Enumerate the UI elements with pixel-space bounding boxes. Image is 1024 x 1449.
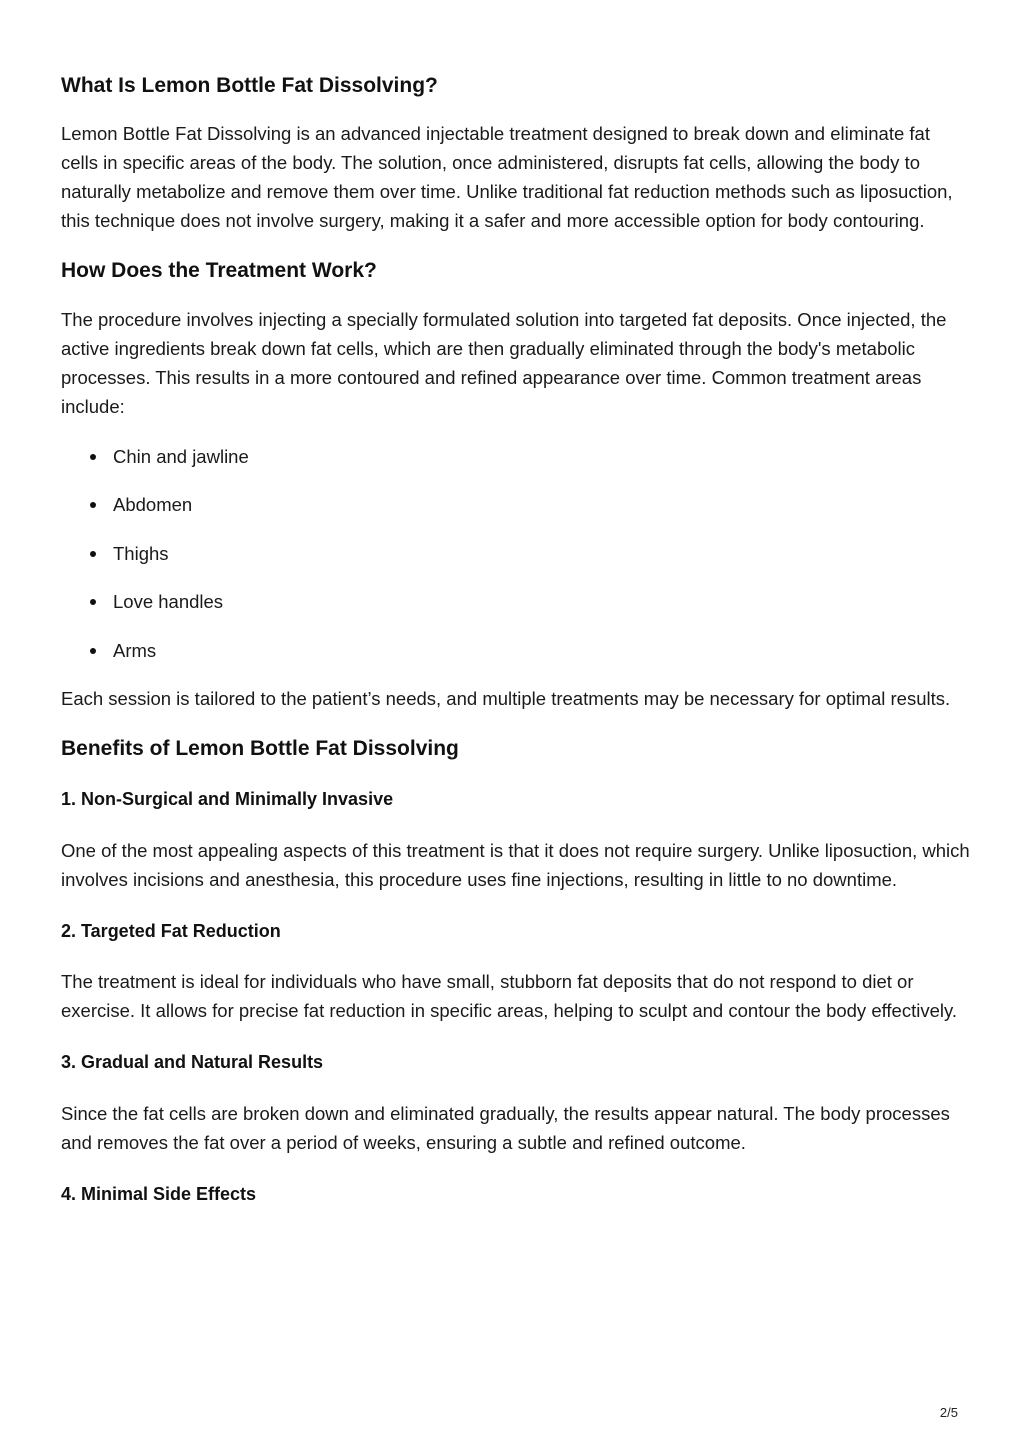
list-item-label: Chin and jawline [113, 445, 249, 467]
treatment-areas-list [61, 442, 971, 665]
list-item [61, 636, 971, 665]
bullet-icon [90, 648, 96, 654]
paragraph-how: The procedure involves injecting a specially formulated solution into targeted fat deposits. Once injected, the active ingredients break down fat cells, which are then gradually eliminated through the body's metabolic processes. This results in a more contoured and refined appearance over time. Common treatment areas include: [61, 308, 947, 417]
paragraph-session: Each session is tailored to the patient’s needs, and multiple treatments may be necessary for optimal results. [61, 688, 951, 710]
list-item [61, 442, 971, 471]
paragraph-what: Lemon Bottle Fat Dissolving is an advanced injectable treatment designed to break down and eliminate fat cells in specific areas of the body. The solution, once administered, disrupts fat cells, allowing the body to naturally metabolize and remove them over time. Unlike traditional fat reduction methods such as liposuction, this technique does not involve surgery, making it a safer and more accessible option for body contouring. [61, 123, 953, 232]
list-item [61, 539, 971, 568]
list-item-label: Arms [113, 639, 157, 661]
bullet-icon [90, 454, 96, 460]
page-number: 2/5 [939, 1405, 958, 1420]
list-item-label: Love handles [113, 591, 224, 613]
list-item [61, 490, 971, 519]
section-heading-what: What Is Lemon Bottle Fat Dissolving? [61, 74, 438, 97]
document-page [61, 68, 971, 1206]
list-item-label: Thighs [113, 542, 169, 564]
bullet-icon [90, 502, 96, 508]
list-item-label: Abdomen [113, 494, 193, 516]
bullet-icon [90, 551, 96, 557]
benefit-title: 1. Non-Surgical and Minimally Invasive [61, 789, 394, 810]
bullet-icon [90, 599, 96, 605]
benefit-text: The treatment is ideal for individuals who have small, stubborn fat deposits that do not respond to diet or exercise. It allows for precise fat reduction in specific areas, helping to sculpt and contour the body effectively. [61, 971, 958, 1022]
benefit-title: 3. Gradual and Natural Results [61, 1052, 324, 1073]
section-heading-how: How Does the Treatment Work? [61, 259, 377, 283]
benefit-text: One of the most appealing aspects of this treatment is that it does not require surgery. Unlike liposuction, which involves incisions and anesthesia, this procedure uses fine injections, resulting in little to no downtime. [61, 839, 970, 890]
section-heading-benefits: Benefits of Lemon Bottle Fat Dissolving [61, 737, 459, 761]
list-item [61, 587, 971, 616]
benefit-title: 4. Minimal Side Effects [61, 1183, 257, 1204]
benefit-text: Since the fat cells are broken down and eliminated gradually, the results appear natural. The body processes and removes the fat over a period of weeks, ensuring a subtle and refined outcome. [61, 1102, 950, 1153]
benefit-title: 2. Targeted Fat Reduction [61, 920, 281, 941]
